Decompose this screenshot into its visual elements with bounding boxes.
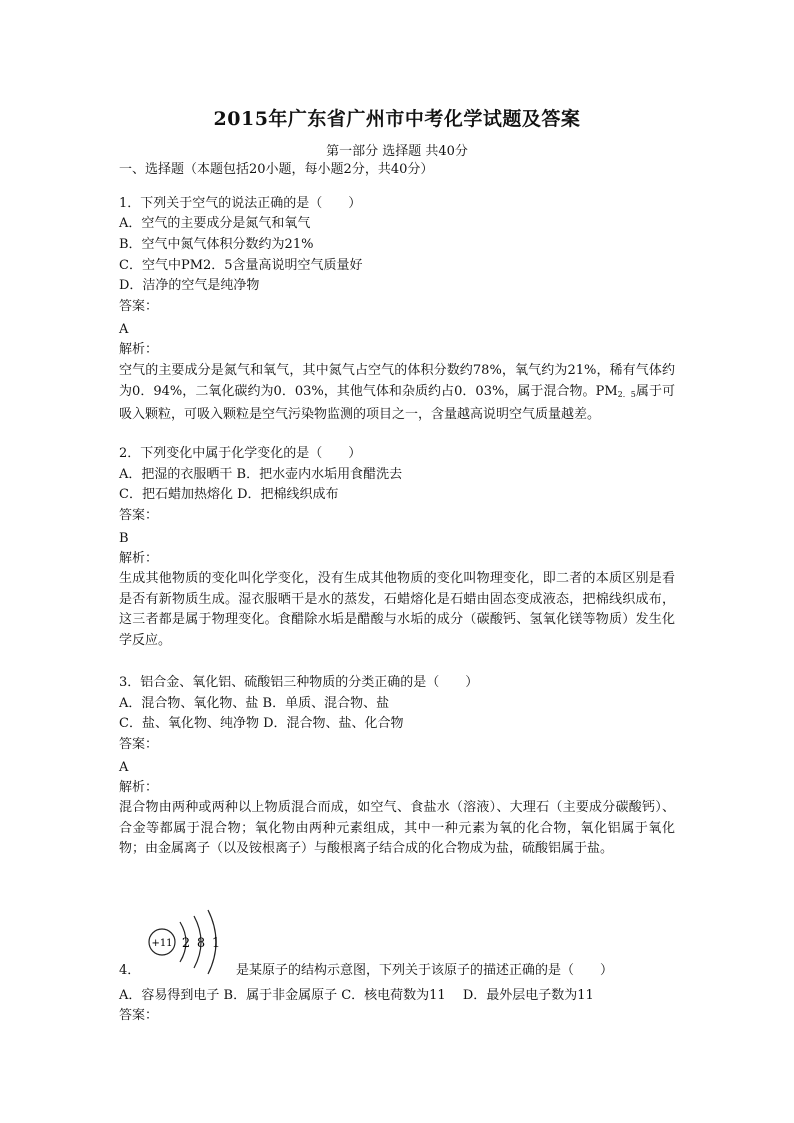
pm25-subscript: 2．5: [617, 389, 636, 399]
q4-answer-label: 答案：: [119, 1008, 159, 1023]
q2-options-cd: C．把石蜡加热熔化 D．把棉线织成布: [119, 487, 339, 502]
nucleus-charge: +11: [151, 938, 173, 949]
q3-stem: 3．铝合金、氧化铝、硫酸铝三种物质的分类正确的是（ ）: [119, 675, 479, 690]
q3-options-ab: A．混合物、氧化物、盐 B．单质、混合物、盐: [119, 696, 390, 711]
q2-answer-label: 答案：: [119, 508, 159, 523]
q2-analysis-label: 解析：: [119, 551, 159, 566]
q2-answer: B: [119, 531, 129, 546]
q1-analysis-text-end: 属于可吸入颗粒，可吸入颗粒是空气污染物监测的项目之一，含量越高说明空气质量越差。: [119, 383, 675, 422]
q2-analysis: 生成其他物质的变化叫化学变化，没有生成其他物质的变化叫物理变化，即二者的本质区别是看是否有新物质生成。湿衣服晒干是水的蒸发，石蜡熔化是石蜡由固态变成液态，把棉线织成布，这三者都是属于物理变化。食醋除水垢是醋酸与水垢的成分（碳酸钙、氢氧化镁等物质）发生化学反应。: [119, 571, 675, 648]
shell-1-electrons: 2: [181, 936, 191, 951]
q1-analysis-text: 空气的主要成分是氮气和氧气，其中氮气占空气的体积分数约78%，氧气约为21%，稀有气体约为0．94%，二氧化碳约为0．03%，其他气体和杂质约占0．03%，属于混合物。PM: [119, 363, 675, 399]
q3-options-cd: C．盐、氧化物、纯净物 D．混合物、盐、化合物: [119, 716, 404, 731]
q1-option-a: A．空气的主要成分是氮气和氧气: [119, 216, 311, 231]
q3-analysis: 混合物由两种或两种以上物质混合而成，如空气、食盐水（溶液）、大理石（主要成分碳酸钙）、合金等都属于混合物；氧化物由两种元素组成，其中一种元素为氧的化合物，氧化铝属于氧化物；由金属离子（以及铵根离子）与酸根离子结合成的化合物成为盐，硫酸铝属于盐。: [119, 800, 675, 856]
q1-stem: 1．下列关于空气的说法正确的是（ ）: [119, 196, 362, 211]
document-title: 2015年广东省广州市中考化学试题及答案: [213, 108, 581, 130]
q3-analysis-label: 解析：: [119, 780, 159, 795]
q1-answer: A: [119, 322, 129, 337]
q1-analysis-label: 解析：: [119, 342, 159, 357]
q2-options-ab: A．把湿的衣服晒干 B．把水壶内水垢用食醋洗去: [119, 467, 403, 482]
q4-stem: 是某原子的结构示意图，下列关于该原子的描述正确的是（ ）: [236, 963, 614, 978]
part-heading: 第一部分 选择题 共40分: [326, 144, 468, 159]
q3-answer: A: [119, 760, 129, 775]
shell-3-electrons: 1: [211, 936, 221, 951]
shell-2-electrons: 8: [196, 936, 206, 951]
q1-option-c: C．空气中PM2．5含量高说明空气质量好: [119, 258, 363, 273]
q2-stem: 2．下列变化中属于化学变化的是（ ）: [119, 446, 362, 461]
q1-answer-label: 答案：: [119, 299, 159, 314]
section-heading: 一、选择题（本题包括20小题，每小题2分，共40分）: [119, 162, 434, 177]
q4-options: A．容易得到电子 B．属于非金属原子 C．核电荷数为11 D．最外层电子数为11: [119, 988, 594, 1003]
q3-answer-label: 答案：: [119, 737, 159, 752]
q4-number: 4．: [119, 963, 141, 978]
q1-option-d: D．洁净的空气是纯净物: [119, 278, 260, 293]
q1-analysis: [119, 361, 675, 426]
q1-option-b: B．空气中氮气体积分数约为21%: [119, 237, 314, 252]
